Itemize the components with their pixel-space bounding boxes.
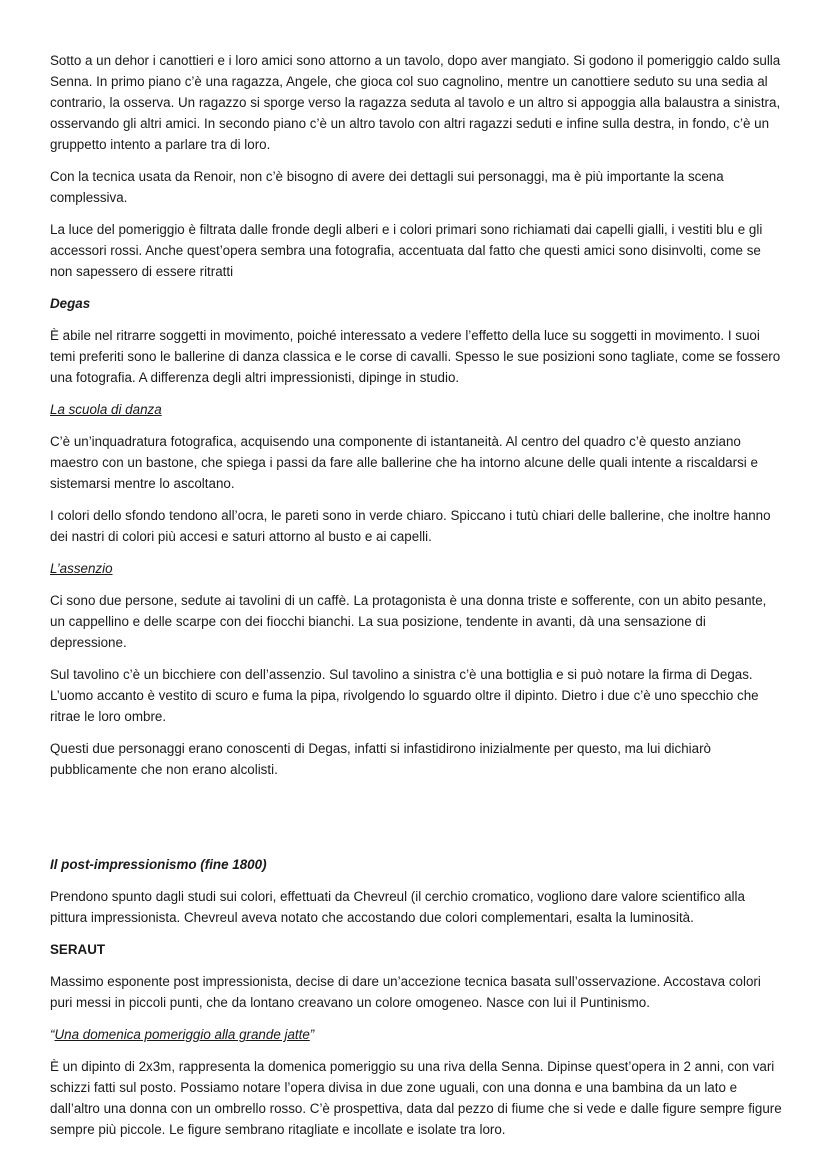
assenzio-paragraph-3: Questi due personaggi erano conoscenti di Degas, infatti si infastidirono inizialmente per questo, ma lui dichiarò pubblicamente che non erano alcolisti. <box>50 741 711 777</box>
degas-heading: Degas <box>50 296 91 311</box>
danza-paragraph-1: C’è un’inquadratura fotografica, acquisendo una componente di istantaneità. Al centro del quadro c’è questo anziano maestro con un bastone, che spiega i passi da fare alle ballerine che ha intorno alcune delle quali intente a riscaldarsi e sistemarsi mentre lo ascoltano. <box>50 434 758 491</box>
post-impressionismo-intro: Prendono spunto dagli studi sui colori, effettuati da Chevreul (il cerchio cromatico, vogliono dare valore scientifico alla pittura impressionista. Chevreul aveva notato che accostando due colori complementari, esalta la luminosità. <box>50 889 745 925</box>
document-page <box>50 50 782 1151</box>
assenzio-paragraph-2: Sul tavolino c’è un bicchiere con dell’assenzio. Sul tavolino a sinistra c’è una bottiglia e si può notare la firma di Degas. L’uomo accanto è vestito di scuro e fuma la pipa, rivolgendo lo sguardo oltre il dipinto. Dietro i due c’è uno specchio che ritrae le loro ombre. <box>50 667 759 724</box>
danza-paragraph-2: I colori dello sfondo tendono all’ocra, le pareti sono in verde chiaro. Spiccano i tutù chiari delle ballerine, che inoltre hanno dei nastri di colori più accesi e saturi attorno al busto e ai capelli. <box>50 508 771 544</box>
degas-intro: È abile nel ritrarre soggetti in movimento, poiché interessato a vedere l’effetto della luce su soggetti in movimento. I suoi temi preferiti sono le ballerine di danza classica e le corse di cavalli. Spesso le sue posizioni sono tagliate, come se fossero una fotografia. A differenza degli altri impressionisti, dipinge in studio. <box>50 328 781 385</box>
quote-open: “ <box>50 1027 55 1042</box>
grande-jatte-title <box>50 1024 782 1045</box>
assenzio-paragraph-1: Ci sono due persone, sedute ai tavolini di un caffè. La protagonista è una donna triste e sofferente, con un abito pesante, un cappellino e delle scarpe con dei fiocchi bianchi. La sua posizione, tendente in avanti, dà una sensazione di depressione. <box>50 593 767 650</box>
renoir-paragraph-3: La luce del pomeriggio è filtrata dalle fronde degli alberi e i colori primari sono richiamati dai capelli gialli, i vestiti blu e gli accessori rossi. Anche quest’opera sembra una fotografia, accentuata dal fatto che questi amici sono disinvolti, come se non sapessero di essere ritratti <box>50 222 763 279</box>
renoir-paragraph-1: Sotto a un dehor i canottieri e i loro amici sono attorno a un tavolo, dopo aver mangiato. Si godono il pomeriggio caldo sulla Senna. In primo piano c’è una ragazza, Angele, che gioca col suo cagnolino, mentre un canottiere seduto su una sedia al contrario, la osserva. Un ragazzo si sporge verso la ragazza seduta al tavolo e un altro si appoggia alla balaustra a sinistra, osservando gli altri amici. In secondo piano c’è un altro tavolo con altri ragazzi seduti e infine sulla destra, in fondo, c’è un gruppetto intento a parlare tra di loro. <box>50 53 781 152</box>
post-impressionismo-heading: Il post-impressionismo (fine 1800) <box>50 857 267 872</box>
section-spacer <box>50 791 782 854</box>
grande-jatte-title-text: Una domenica pomeriggio alla grande jatte <box>54 1027 310 1042</box>
assenzio-title: L’assenzio <box>50 561 113 576</box>
scuola-di-danza-title: La scuola di danza <box>50 402 162 417</box>
seraut-paragraph: Massimo esponente post impressionista, decise di dare un’accezione tecnica basata sull’osservazione. Accostava colori puri messi in piccoli punti, che da lontano creavano un colore omogeneo. Nasce con lui il Puntinismo. <box>50 974 761 1010</box>
seraut-heading: SERAUT <box>50 942 106 957</box>
quote-close: ” <box>309 1027 315 1042</box>
grande-jatte-paragraph: È un dipinto di 2x3m, rappresenta la domenica pomeriggio su una riva della Senna. Dipinse quest’opera in 2 anni, con vari schizzi fatti sul posto. Possiamo notare l’opera divisa in due zone uguali, con una donna e una bambina da un lato e dall’altro una donna con un ombrello rosso. C’è prospettiva, data dal pezzo di fiume che si vede e dalle figure sempre figure sempre più piccole. Le figure sembrano ritagliate e incollate e isolate tra loro. <box>50 1059 782 1137</box>
renoir-paragraph-2: Con la tecnica usata da Renoir, non c’è bisogno di avere dei dettagli sui personaggi, ma è più importante la scena complessiva. <box>50 169 724 205</box>
